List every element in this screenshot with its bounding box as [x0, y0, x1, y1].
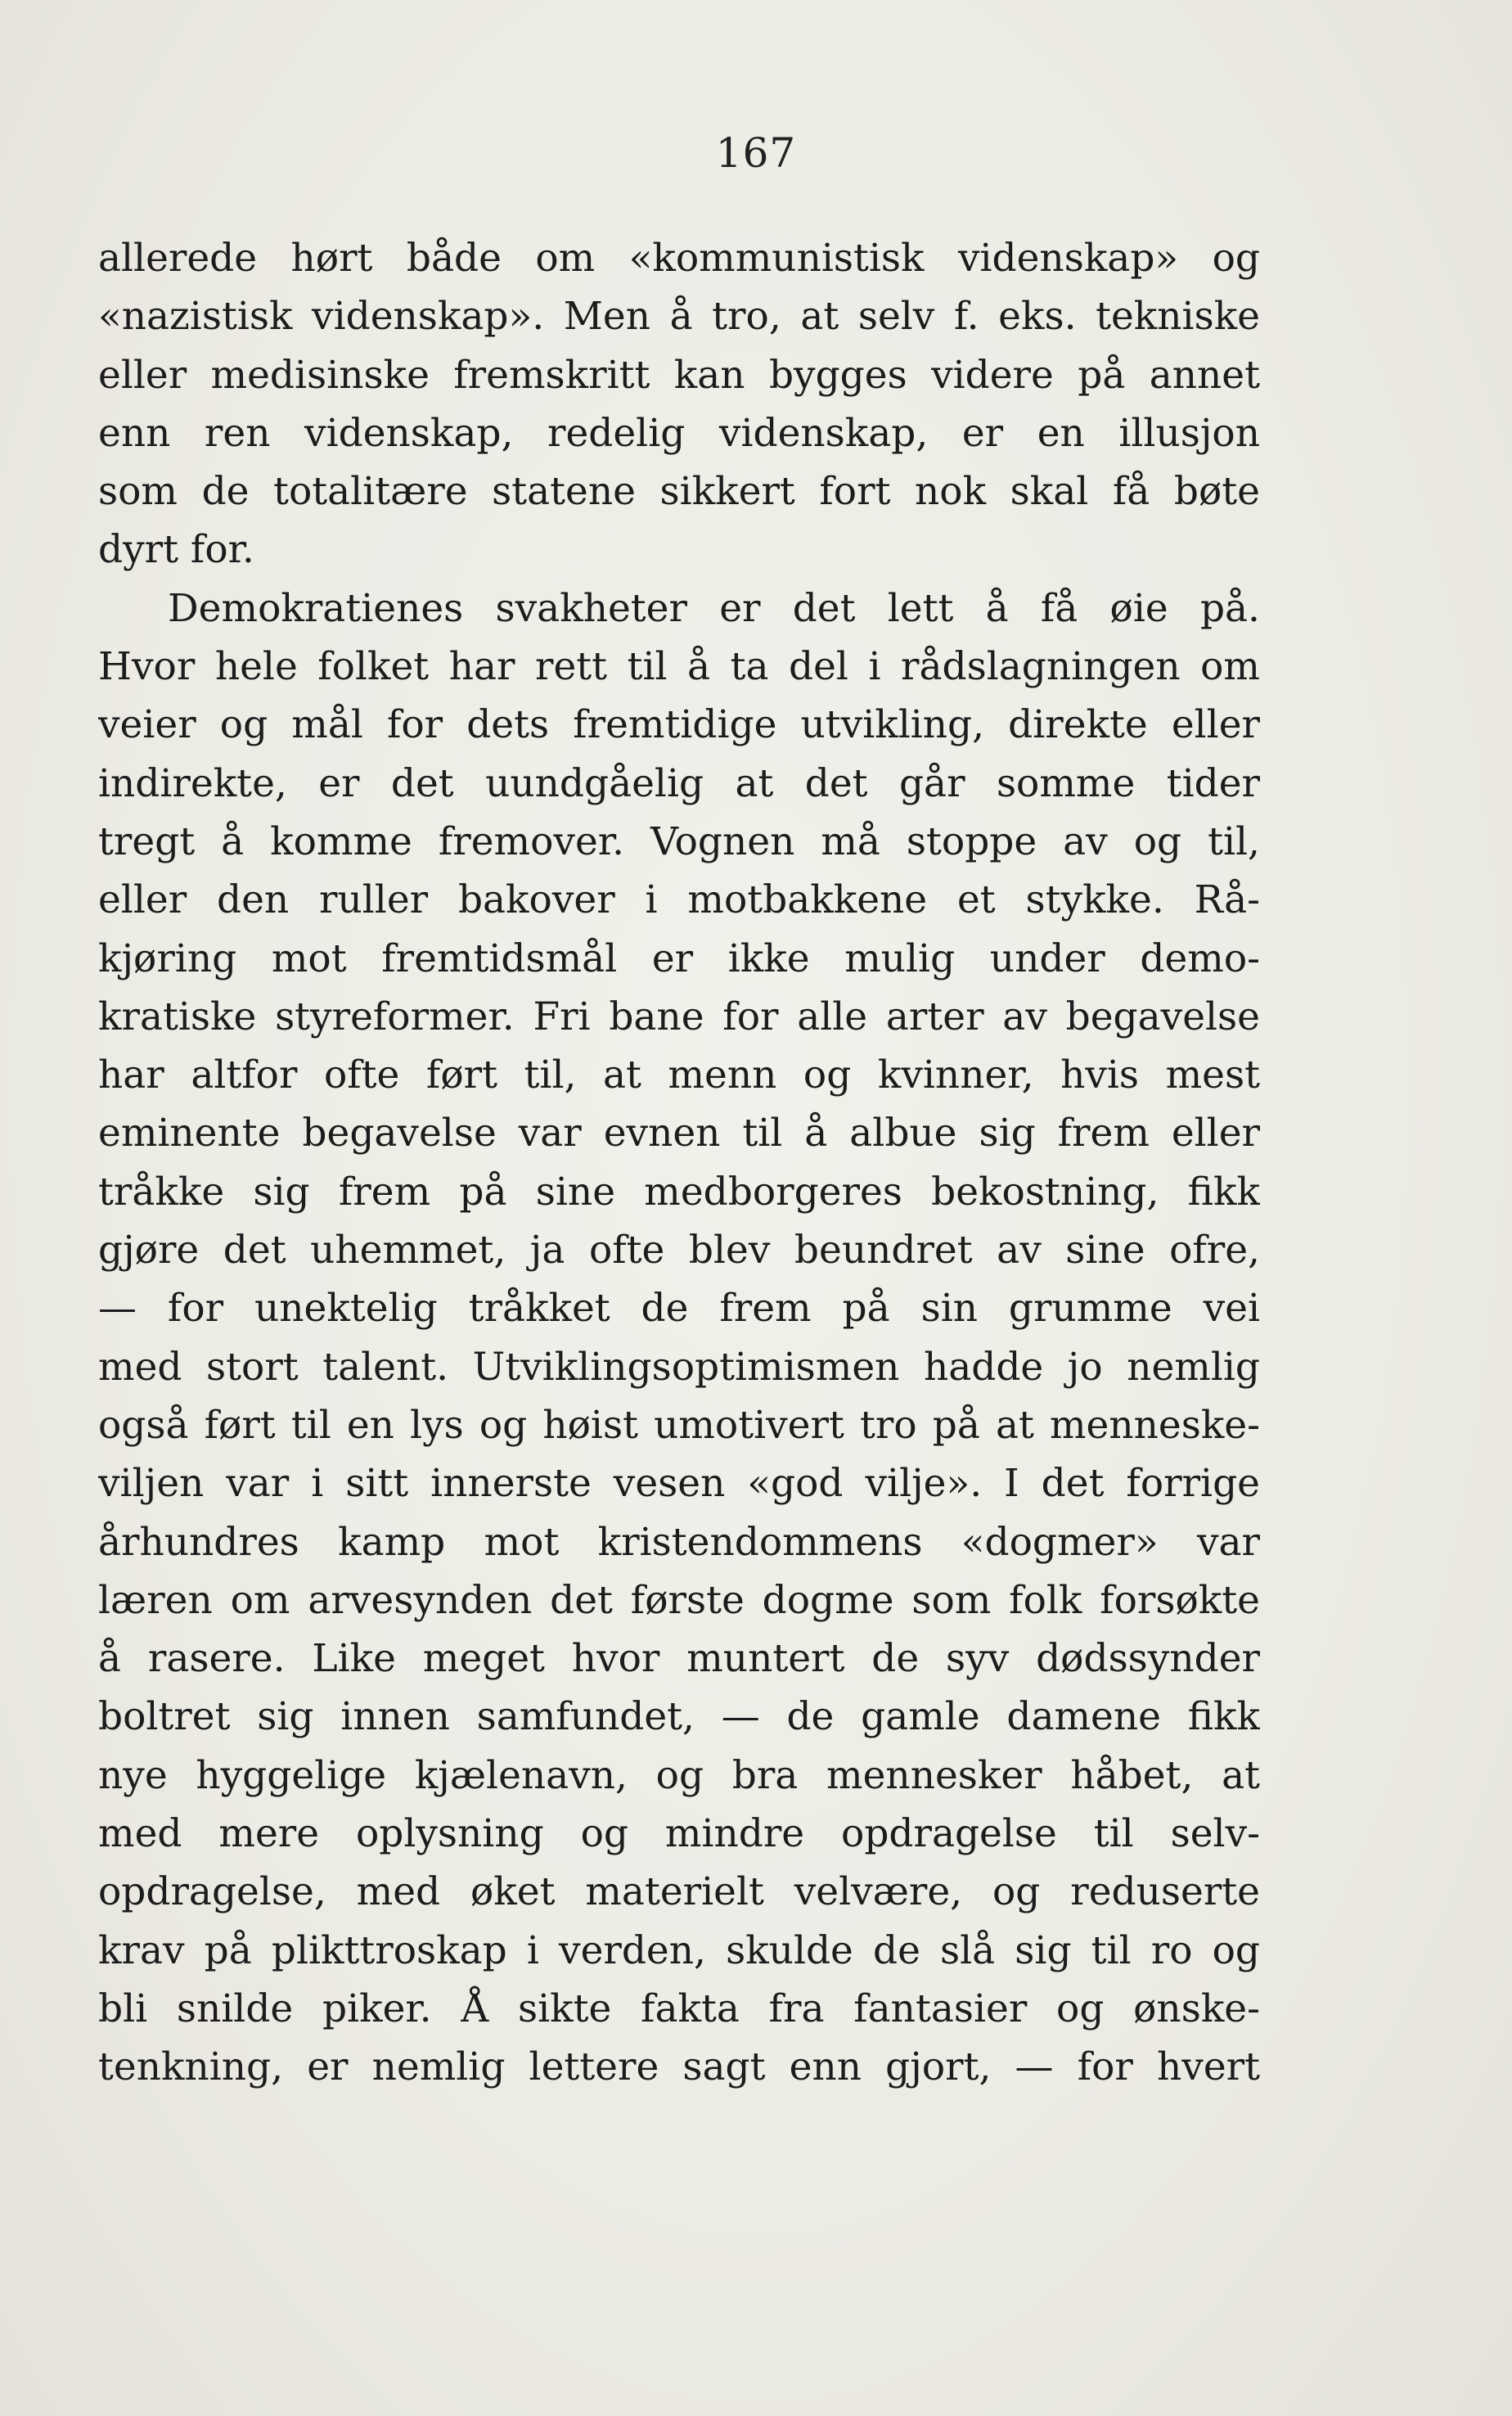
text-line: kratiske styreformer. Fri bane for alle arter av begavelse [98, 994, 1260, 1039]
text-line: gjøre det uhemmet, ja ofte blev beundret av sine ofre, [98, 1228, 1260, 1273]
text-line: århundres kamp mot kristendommens «dogmer» var [98, 1519, 1260, 1565]
text-line: «nazistisk videnskap». Men å tro, at selv f. eks. tekniske [98, 294, 1260, 340]
text-line: allerede hørt både om «kommunistisk videnskap» og [98, 236, 1260, 281]
text-line: viljen var i sitt innerste vesen «god vilje». I det forrige [98, 1461, 1260, 1507]
text-line: også ført til en lys og høist umotivert tro på at menneske- [98, 1402, 1260, 1448]
paragraph-start-line: Demokratienes svakheter er det lett å få øie på. [168, 585, 1260, 631]
text-line: opdragelse, med øket materielt velvære, og reduserte [98, 1869, 1260, 1915]
text-line: boltret sig innen samfundet, — de gamle damene fikk [98, 1694, 1260, 1740]
page-number: 167 [715, 129, 797, 177]
text-line: læren om arvesynden det første dogme som folk forsøkte [98, 1577, 1260, 1623]
text-line: å rasere. Like meget hvor muntert de syv dødssynder [98, 1636, 1260, 1682]
text-line: eller den ruller bakover i motbakkene et stykke. Rå- [98, 877, 1260, 923]
text-line: tregt å komme fremover. Vognen må stoppe av og til, [98, 818, 1260, 864]
text-line: indirekte, er det uundgåelig at det går somme tider [98, 760, 1260, 806]
text-line: tenkning, er nemlig lettere sagt enn gjort, — for hvert [98, 2044, 1260, 2090]
text-line: med mere oplysning og mindre opdragelse til selv- [98, 1811, 1260, 1857]
text-line: krav på plikttroskap i verden, skulde de slå sig til ro og [98, 1927, 1260, 1973]
text-line: dyrt for. [98, 527, 254, 573]
text-line: enn ren videnskap, redelig videnskap, er en illusjon [98, 410, 1260, 456]
text-line: — for unektelig tråkket de frem på sin grumme vei [98, 1286, 1260, 1332]
text-line: nye hyggelige kjælenavn, og bra mennesker håbet, at [98, 1752, 1260, 1798]
text-line: har altfor ofte ført til, at menn og kvinner, hvis mest [98, 1052, 1260, 1098]
text-line: bli snilde piker. Å sikte fakta fra fantasier og ønske- [98, 1986, 1260, 2031]
text-line: eminente begavelse var evnen til å albue sig frem eller [98, 1111, 1260, 1156]
text-line: tråkke sig frem på sine medborgeres bekostning, fikk [98, 1169, 1260, 1215]
text-line: Hvor hele folket har rett til å ta del i rådslagningen om [98, 644, 1260, 690]
text-line: kjøring mot fremtidsmål er ikke mulig under demo- [98, 935, 1260, 981]
body-text [98, 229, 1260, 2097]
text-line: eller medisinske fremskritt kan bygges videre på annet [98, 352, 1260, 398]
text-line: som de totalitære statene sikkert fort nok skal få bøte [98, 469, 1260, 515]
text-line: med stort talent. Utviklingsoptimismen hadde jo nemlig [98, 1344, 1260, 1390]
text-line: veier og mål for dets fremtidige utvikling, direkte eller [98, 702, 1260, 748]
